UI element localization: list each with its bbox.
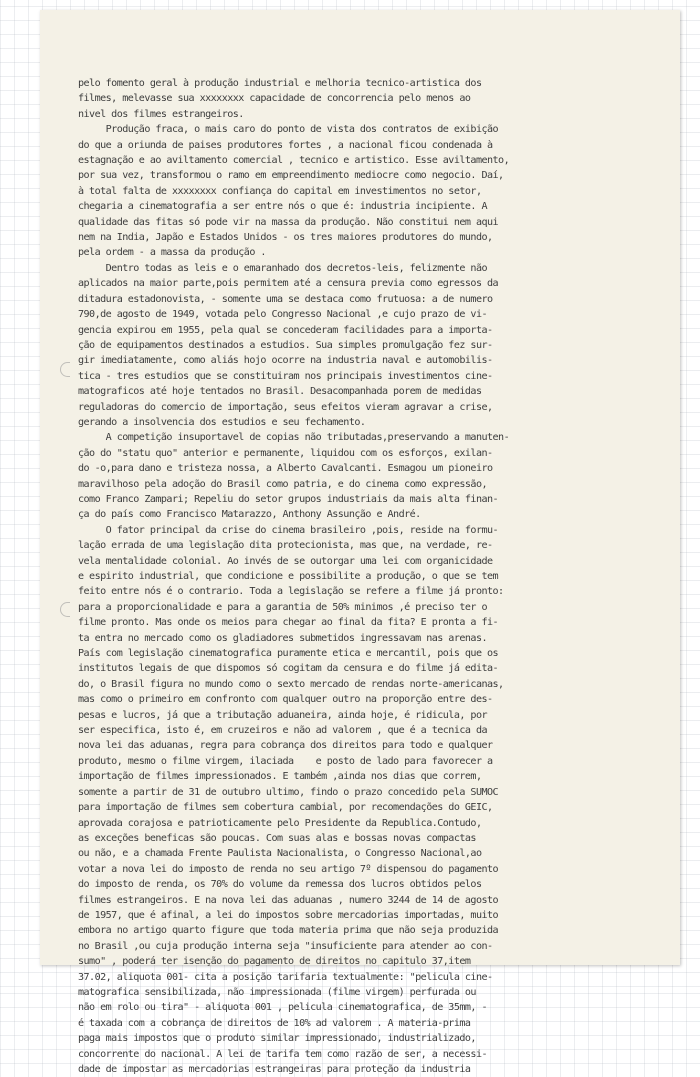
text-line: não em rolo ou tira" - aliquota 001 , pelicula cinematografica, de 35mm, - — [78, 1002, 487, 1014]
text-line: ou não, e a chamada Frente Paulista Nacionalista, o Congresso Nacional,ao — [78, 848, 482, 860]
text-line: 37.02, aliquota 001- cita a posição tarifaria textualmente: "pelicula cine- — [78, 971, 493, 983]
text-line: feito entre nós é o contrario. Toda a legislação se refere a filme já pronto: — [78, 586, 504, 598]
text-line: tica - tres estudios que se constituiram nos principais investimentos cine- — [78, 370, 493, 382]
text-line: ditadura estadonovista, - somente uma se destaca como frutuosa: a de numero — [78, 293, 493, 305]
text-line: Dentro todas as leis e o emaranhado dos decretos-leis, felizmente não — [78, 262, 487, 274]
text-line: do que a oriunda de paises produtores fortes , a nacional ficou condenada à — [78, 139, 493, 151]
text-line: estagnação e ao aviltamento comercial , tecnico e artistico. Esse aviltamento, — [78, 155, 510, 167]
text-line: somente a partir de 31 de outubro ultimo, findo o prazo concedido pela SUMOC — [78, 786, 499, 798]
text-line: embora no artigo quarto figure que toda materia prima que não seja produzida — [78, 925, 499, 937]
text-line: gir imediatamente, como aliás hojo ocorre na industria naval e automobilis- — [78, 355, 493, 367]
text-line: mas como o primeiro em confronto com qualquer outro na proporção entre des- — [78, 694, 493, 706]
text-line: filme pronto. Mas onde os meios para chegar ao final da fita? E pronta a fi- — [78, 617, 499, 629]
text-line: no Brasil ,ou cuja produção interna seja "insuficiente para atender ao con- — [78, 940, 493, 952]
text-line: qualidade das fitas só pode vir na massa da produção. Não constitui nem aqui — [78, 216, 499, 228]
text-line: para a proporcionalidade e para a garantia de 50% minimos ,é preciso ter o — [78, 601, 487, 613]
text-line: como Franco Zampari; Repeliu do setor grupos industriais da mais alta finan- — [78, 493, 499, 505]
text-line: concorrente do nacional. A lei de tarifa tem como razão de ser, a necessi- — [78, 1048, 487, 1060]
text-line: do -o,para dano e tristeza nossa, a Alberto Cavalcanti. Esmagou um pioneiro — [78, 463, 493, 475]
text-line: pesas e lucros, já que a tributação aduaneira, ainda hoje, é ridicula, por — [78, 709, 487, 721]
text-line: A competição insuportavel de copias não tributadas,preservando a manuten- — [78, 432, 510, 444]
text-line: por sua vez, transformou o ramo em empreendimento mediocre como negocio. Daí, — [78, 170, 504, 182]
text-line: do imposto de renda, os 70% do volume da remessa dos lucros obtidos pelos — [78, 879, 482, 891]
text-line: para importação de filmes sem cobertura cambial, por recomendações do GEIC, — [78, 802, 493, 814]
text-line: sumo" , poderá ter isenção do pagamento de direitos no capitulo 37,item — [78, 956, 471, 968]
text-line: ser especifica, isto é, em cruzeiros e não ad valorem , que é a tecnica da — [78, 725, 487, 737]
text-line: paga mais impostos que o produto similar impressionado, industrializado, — [78, 1033, 476, 1045]
text-line: é taxada com a cobrança de direitos de 10% ad valorem . A materia-prima — [78, 1017, 471, 1029]
text-line: institutos legais de que dispomos só cogitam da censura e do filme já edita- — [78, 663, 499, 675]
text-line: filmes, melevasse sua xxxxxxxx capacidade de concorrencia pelo menos ao — [78, 93, 471, 105]
text-line: pelo fomento geral à produção industrial e melhoria tecnico-artistica dos — [78, 78, 482, 89]
text-line: aplicados na maior parte,pois permitem até a censura previa como egressos da — [78, 278, 499, 290]
text-line: aprovada corajosa e patrioticamente pelo Presidente da Republica.Contudo, — [78, 817, 482, 829]
text-line: ção do "statu quo" anterior e permanente, liquidou com os esforços, exilan- — [78, 447, 493, 459]
text-line: nova lei das aduanas, regra para cobrança dos direitos para todo e qualquer — [78, 740, 493, 752]
text-line: à total falta de xxxxxxxx confiança do capital em investimentos no setor, — [78, 185, 482, 197]
text-line: e espirito industrial, que condicione e possibilite a produção, o que se tem — [78, 571, 499, 582]
binder-hole-mark — [60, 602, 70, 617]
text-line: do, o Brasil figura no mundo como o sexto mercado de rendas norte-americanas, — [78, 678, 504, 690]
text-line: ta entra no mercado como os gladiadores submetidos ingressavam nas arenas. — [78, 632, 487, 644]
text-line: gencia expirou em 1955, pela qual se concederam facilidades para a importa- — [78, 324, 493, 336]
typewritten-page — [40, 10, 680, 1075]
typewritten-text-body — [78, 76, 646, 1077]
text-line: vela mentalidade colonial. Ao invés de se outorgar uma lei com organicidade — [78, 555, 493, 567]
text-line: ça do país como Francisco Matarazzo, Anthony Assunção e André. — [78, 509, 421, 521]
text-line: Produção fraca, o mais caro do ponto de vista dos contratos de exibição — [78, 124, 499, 136]
text-line: as exceções beneficas são poucas. Com suas alas e bossas novas compactas — [78, 832, 476, 844]
text-line: gerando a insolvencia dos estudios e seu fechamento. — [78, 416, 366, 428]
binder-hole-mark — [60, 362, 70, 377]
text-line: reguladoras do comercio de importação, seus efeitos vieram agravar a crise, — [78, 401, 493, 413]
text-line: ção de equipamentos destinados a estudios. Sua simples promulgação fez sur- — [78, 339, 493, 351]
text-line: dade de impostar as mercadorias estrangeiras para proteção da industria — [78, 1064, 471, 1075]
text-line: importação de filmes impressionados. E também ,ainda nos dias que correm, — [78, 771, 482, 783]
text-line: 790,de agosto de 1949, votada pelo Congresso Nacional ,e cujo prazo de vi- — [78, 309, 487, 321]
text-line: nem na India, Japão e Estados Unidos - os tres maiores produtores do mundo, — [78, 232, 493, 244]
text-line: produto, mesmo o filme virgem, ilaciada e posto de lado para favorecer a — [78, 755, 493, 767]
text-line: chegaria a cinematografia a ser entre nós o que é: industria incipiente. A — [78, 201, 487, 213]
text-line: matograficos até hoje tentados no Brasil. Desacompanhada porem de medidas — [78, 386, 482, 398]
text-line: de 1957, que é afinal, a lei do impostos sobre mercadorias importadas, muito — [78, 909, 499, 921]
text-line: O fator principal da crise do cinema brasileiro ,pois, reside na formu- — [78, 524, 499, 536]
text-line: nivel dos filmes estrangeiros. — [78, 108, 244, 120]
text-line: maravilhoso pela adoção do Brasil como patria, e do cinema como expressão, — [78, 478, 487, 490]
text-line: matografica sensibilizada, não impressionada (filme virgem) perfurada ou — [78, 986, 476, 998]
text-line: País com legislação cinematografica puramente etica e mercantil, pois que os — [78, 648, 499, 660]
text-line: pela ordem - a massa da produção . — [78, 247, 266, 259]
text-line: lação errada de uma legislação dita protecionista, mas que, na verdade, re- — [78, 540, 493, 552]
text-line: votar a nova lei do imposto de renda no seu artigo 7º dispensou do pagamento — [78, 863, 499, 875]
text-line: filmes estrangeiros. E na nova lei das aduanas , numero 3244 de 14 de agosto — [78, 894, 499, 906]
